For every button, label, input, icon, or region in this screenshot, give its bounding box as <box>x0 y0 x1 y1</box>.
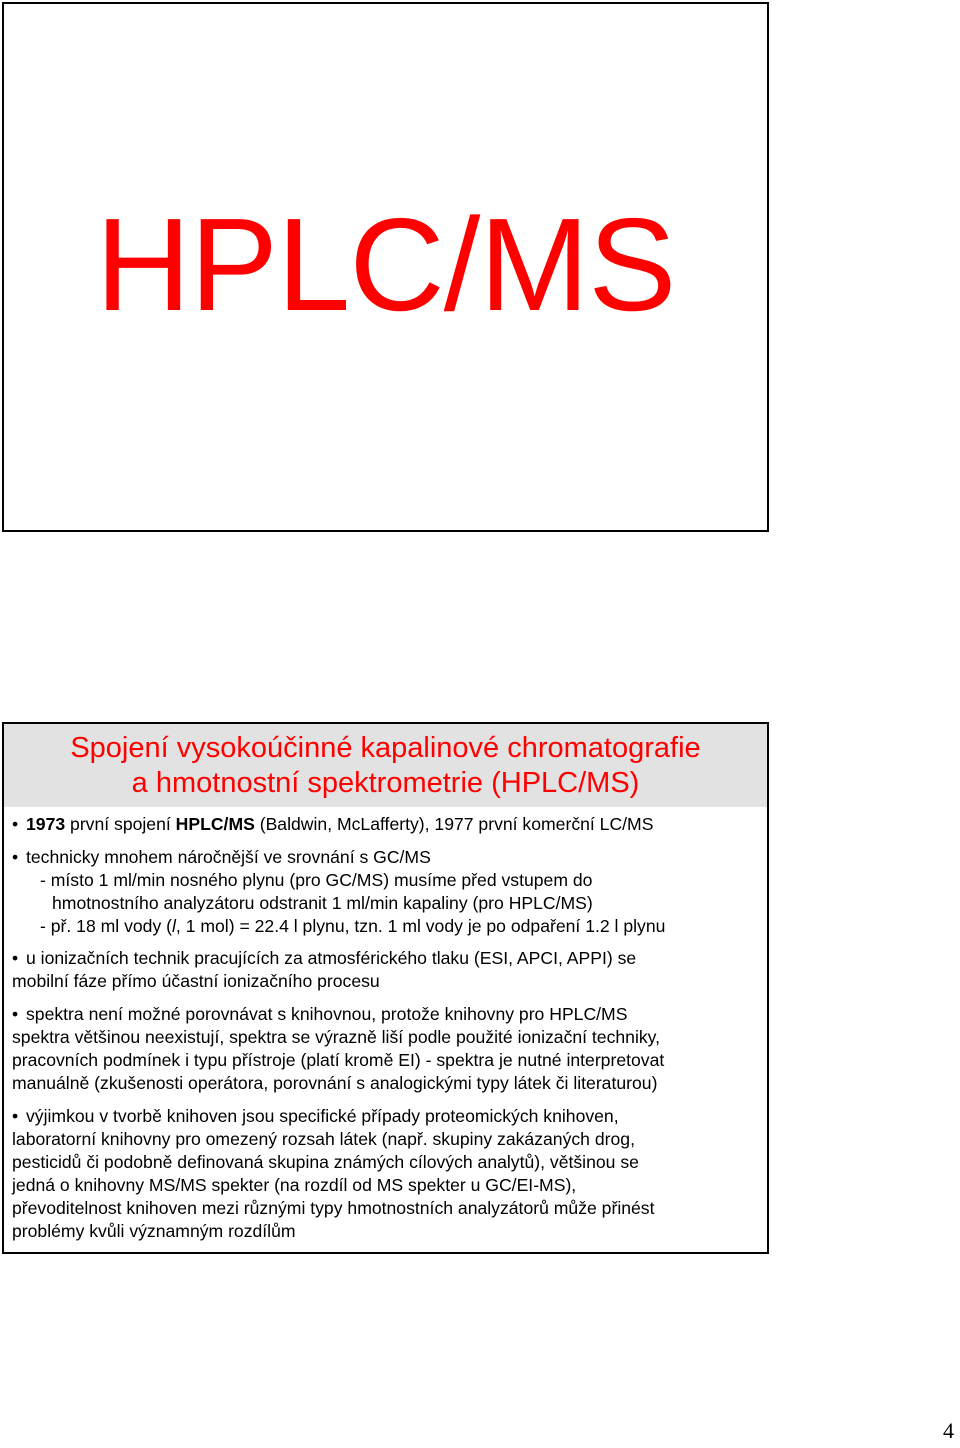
bullet-dot-icon: • <box>12 847 19 867</box>
page-number: 4 <box>943 1418 954 1443</box>
bullet-subline: převoditelnost knihoven mezi různými typy hmotnostních analyzátorů může přinést <box>12 1198 655 1218</box>
bullet-text: - př. 18 ml vody ( <box>40 916 172 936</box>
bullet-subline: jedná o knihovny MS/MS spekter (na rozdíl od MS spekter u GC/EI-MS), <box>12 1175 577 1195</box>
bullet-item <box>12 947 759 993</box>
bullet-text: , 1 mol) = 22.4 l plynu, tzn. 1 ml vody je po odpaření 1.2 l plynu <box>175 916 666 936</box>
bullet-subline: laboratorní knihovny pro omezený rozsah látek (např. skupiny zakázaných drog, <box>12 1129 635 1149</box>
bullet-dot-icon: • <box>12 1004 19 1024</box>
bullet-subline: spektra většinou neexistují, spektra se výrazně liší podle použité ionizační techniky, <box>12 1027 661 1047</box>
bullet-subline: pesticidů či podobně definovaná skupina známých cílových analytů), většinou se <box>12 1152 639 1172</box>
slide-2-title <box>4 724 767 807</box>
bullet-text: spektra není možné porovnávat s knihovnou, protože knihovny pro HPLC/MS <box>26 1004 628 1024</box>
slide-2 <box>2 722 769 1254</box>
bullet-subline: pracovních podmínek i typu přístroje (platí kromě EI) - spektra je nutné interpretovat <box>12 1050 665 1070</box>
slide-1-title: HPLC/MS <box>95 191 676 338</box>
bullet-item <box>12 846 759 938</box>
bullet-bold-text: 1973 <box>26 814 66 834</box>
slide-2-title-line-2: a hmotnostní spektrometrie (HPLC/MS) <box>131 767 640 799</box>
bullet-text: výjimkou v tvorbě knihoven jsou specifické případy proteomických knihoven, <box>26 1106 619 1126</box>
slide-2-body <box>4 807 767 1243</box>
slide-2-title-line-1: Spojení vysokoúčinné kapalinové chromatografie <box>70 732 701 764</box>
bullet-subline: problémy kvůli významným rozdílům <box>12 1221 296 1241</box>
bullet-subline: mobilní fáze přímo účastní ionizačního procesu <box>12 971 380 991</box>
bullet-text: první spojení <box>65 814 176 834</box>
bullet-item <box>12 1105 759 1243</box>
bullet-item <box>12 1003 759 1095</box>
bullet-subline <box>12 915 759 938</box>
bullet-text: u ionizačních technik pracujících za atmosférického tlaku (ESI, APCI, APPI) se <box>26 948 637 968</box>
slide-1 <box>2 2 769 532</box>
bullet-item <box>12 813 759 836</box>
bullet-subline: - místo 1 ml/min nosného plynu (pro GC/MS) musíme před vstupem do <box>40 870 593 890</box>
bullet-text: technicky mnohem náročnější ve srovnání s GC/MS <box>26 847 431 867</box>
bullet-bold-text: HPLC/MS <box>175 814 255 834</box>
bullet-subline: hmotnostního analyzátoru odstranit 1 ml/min kapaliny (pro HPLC/MS) <box>52 893 593 913</box>
bullet-subline: manuálně (zkušenosti operátora, porovnání s analogickými typy látek či literaturou) <box>12 1073 658 1093</box>
bullet-dot-icon: • <box>12 814 19 834</box>
bullet-text: (Baldwin, McLafferty), 1977 první komerční LC/MS <box>254 814 654 834</box>
bullet-dot-icon: • <box>12 948 19 968</box>
bullet-dot-icon: • <box>12 1106 19 1126</box>
bullet-italic-text: l <box>172 916 176 936</box>
